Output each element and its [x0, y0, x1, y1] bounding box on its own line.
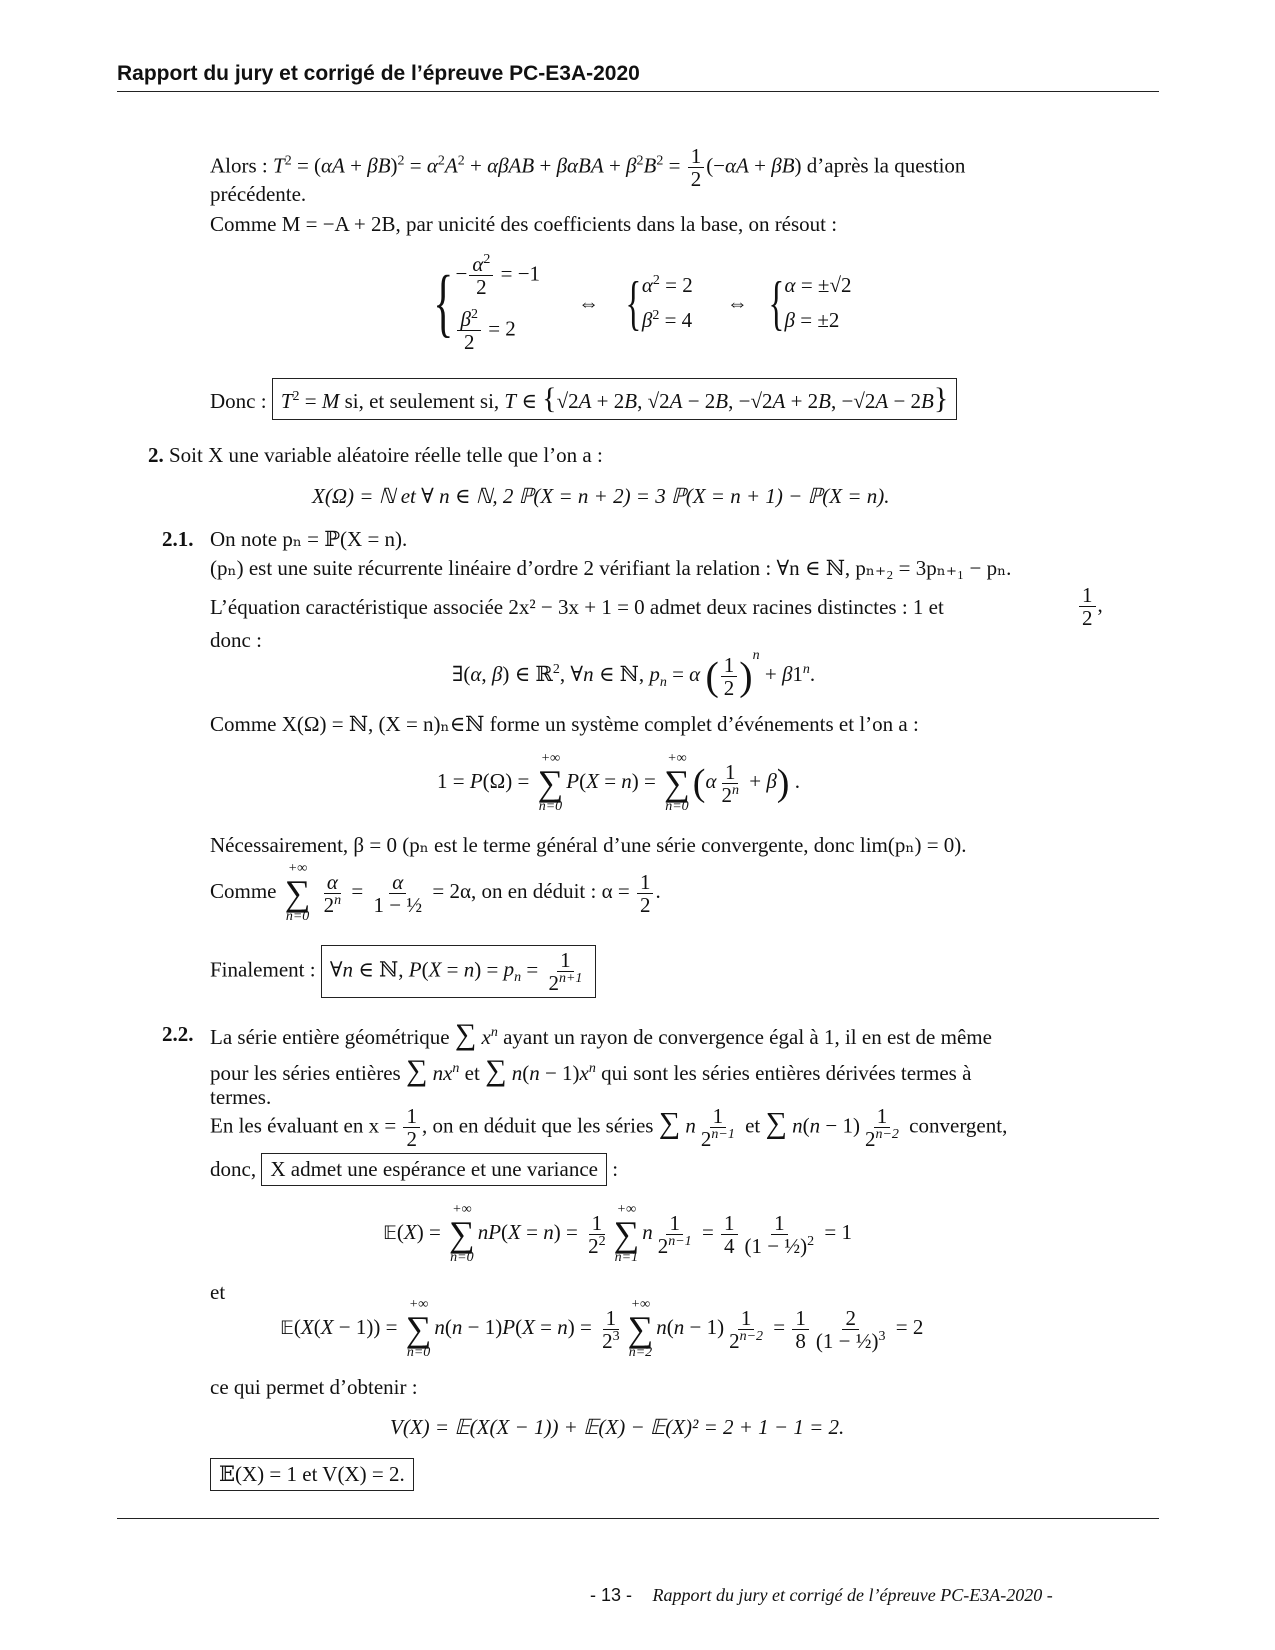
- q21-finalement: Finalement : ∀n ∈ ℕ, $P(X = n) = p_n$ = $\frac{1}{2^{n+1}}$: [210, 945, 596, 998]
- paragraph-alors-cont: précédente.: [210, 182, 307, 206]
- question-2: 2. Soit X une variable aléatoire réelle telle que l’on a :: [148, 443, 603, 467]
- header-rule: [117, 91, 1159, 92]
- q21-line3: L’équation caractéristique associée 2x² − 3x + 1 = 0 admet deux racines distinctes : 1 et: [210, 595, 944, 619]
- footer-title: Rapport du jury et corrigé de l’épreuve PC-E3A-2020 -: [652, 1585, 1053, 1605]
- page-number: - 13 -: [590, 1585, 633, 1605]
- q22-line1: La série entière géométrique ∑ $x^n$ ayant un rayon de convergence égal à 1, il en est de même: [210, 1018, 992, 1051]
- page-header-title: Rapport du jury et corrigé de l’épreuve PC-E3A-2020: [117, 62, 640, 85]
- q22-line2: pour les séries entières ∑ $nx^n$ et ∑ $n(n - 1)x^n$ qui sont les séries entières dérivées termes à: [210, 1054, 972, 1087]
- q21-line5: Comme X(Ω) = ℕ, (X = n)ₙ∈ℕ forme un système complet d’événements et l’on a :: [210, 712, 919, 736]
- result-box-final: 𝔼(X) = 1 et V(X) = 2.: [210, 1458, 414, 1491]
- q22-line3: termes.: [210, 1085, 272, 1109]
- question-2-1-number: 2.1.: [162, 527, 194, 551]
- frac-one-half: $\frac{1}{2}$ ,: [1077, 584, 1103, 629]
- q22-second-moment: 𝔼(X(X − 1)) = +∞ ∑ n=0 n(n − 1)P(X = n) = $\frac{1}{2^3}$ +∞ ∑ n=2 n(n − 1) $\frac{1}{2^{n-2}}$ = $\frac{1}{8}$ $\frac{2}{(1 - \frac{1}{2})^3}$ = 2: [280, 1297, 924, 1361]
- q22-variance: V(X) = 𝔼(X(X − 1)) + 𝔼(X) − 𝔼(X)² = 2 + 1 − 1 = 2.: [390, 1415, 845, 1439]
- equation-system: { − $\frac{\alpha^2}{2}$ = −1 $\frac{\beta^2}{2}$ = 2 ⇔ { $\alpha^2 = 2$ $\beta^2 = 4$ ⇔ { α = ±√2 β = ±2: [433, 251, 852, 354]
- question-2-equation: X(Ω) = ℕ et ∀ n ∈ ℕ, 2 ℙ(X = n + 2) = 3 ℙ(X = n + 1) − ℙ(X = n).: [312, 484, 890, 508]
- q22-expectation: 𝔼(X) = +∞ ∑ n=0 nP(X = n) = $\frac{1}{2^2}$ +∞ ∑ n=1 n $\frac{1}{2^{n-1}}$ = $\frac{1}{4}$ $\frac{1}{(1 - \frac{1}{2})^2}$ = 1: [383, 1202, 852, 1266]
- q22-line5: donc, X admet une espérance et une variance :: [210, 1153, 618, 1186]
- footer-rule: [117, 1518, 1159, 1519]
- result-box-law: ∀n ∈ ℕ, $P(X = n) = p_n$ = $\frac{1}{2^{n+1}}$: [321, 945, 597, 998]
- q21-line4: donc :: [210, 628, 262, 652]
- q21-line2: (pₙ) est une suite récurrente linéaire d’ordre 2 vérifiant la relation : ∀n ∈ ℕ, pₙ₊₂ = 3pₙ₊₁ − pₙ.: [210, 556, 1012, 580]
- q21-sum-equation: 1 = P(Ω) = +∞ ∑ n=0 P(X = n) = +∞ ∑ n=0 (α $\frac{1}{2^n}$ + β) .: [437, 751, 800, 815]
- result-box-moments: X admet une espérance et une variance: [261, 1153, 607, 1186]
- page-footer: [590, 1585, 1053, 1606]
- final-result: [210, 1458, 414, 1491]
- result-box-t-squared: $T^2 = M$ si, et seulement si, T ∈ {√2A + 2B, √2A − 2B, −√2A + 2B, −√2A − 2B}: [272, 378, 957, 420]
- q21-line6: Nécessairement, β = 0 (pₙ est le terme général d’une série convergente, donc lim(pₙ) = 0).: [210, 833, 967, 857]
- question-2-2-number: 2.2.: [162, 1022, 194, 1046]
- donc-line: Donc : $T^2 = M$ si, et seulement si, T ∈ {√2A + 2B, √2A − 2B, −√2A + 2B, −√2A − 2B}: [210, 378, 957, 420]
- paragraph-alors: Alors : $T^2 = (\alpha A + \beta B)^2 = \alpha^2A^2 + \alpha\beta AB + \beta\alpha BA + \beta^2B^2$ = $\frac{1}{2}$ (−αA + βB) d’après la question: [210, 144, 966, 192]
- q22-line4: En les évaluant en x = $\frac{1}{2}$ , on en déduit que les séries ∑ n $\frac{1}{2^{n-1}}$ et ∑ n(n − 1) $\frac{1}{2^{n-2}}$ convergent,: [210, 1104, 1008, 1152]
- q22-ce-qui: ce qui permet d’obtenir :: [210, 1375, 418, 1399]
- q21-line1: On note pₙ = ℙ(X = n).: [210, 527, 408, 551]
- q22-et: et: [210, 1280, 226, 1304]
- q21-general-form: ∃(α, β) ∈ ℝ$^2$, ∀n ∈ ℕ, $p_n = \alpha$ ( $\frac{1}{2}$ )$^n + \beta 1^n$.: [452, 648, 816, 700]
- q21-comme-sum: Comme +∞ ∑ n=0 $\frac{\alpha}{2^n}$ = $\frac{\alpha}{\text{1 − ½}}$ = 2α, on en déduit : α = $\frac{1}{2}$ .: [210, 861, 661, 925]
- paragraph-comme-m: Comme M = −A + 2B, par unicité des coefficients dans la base, on résout :: [210, 212, 838, 236]
